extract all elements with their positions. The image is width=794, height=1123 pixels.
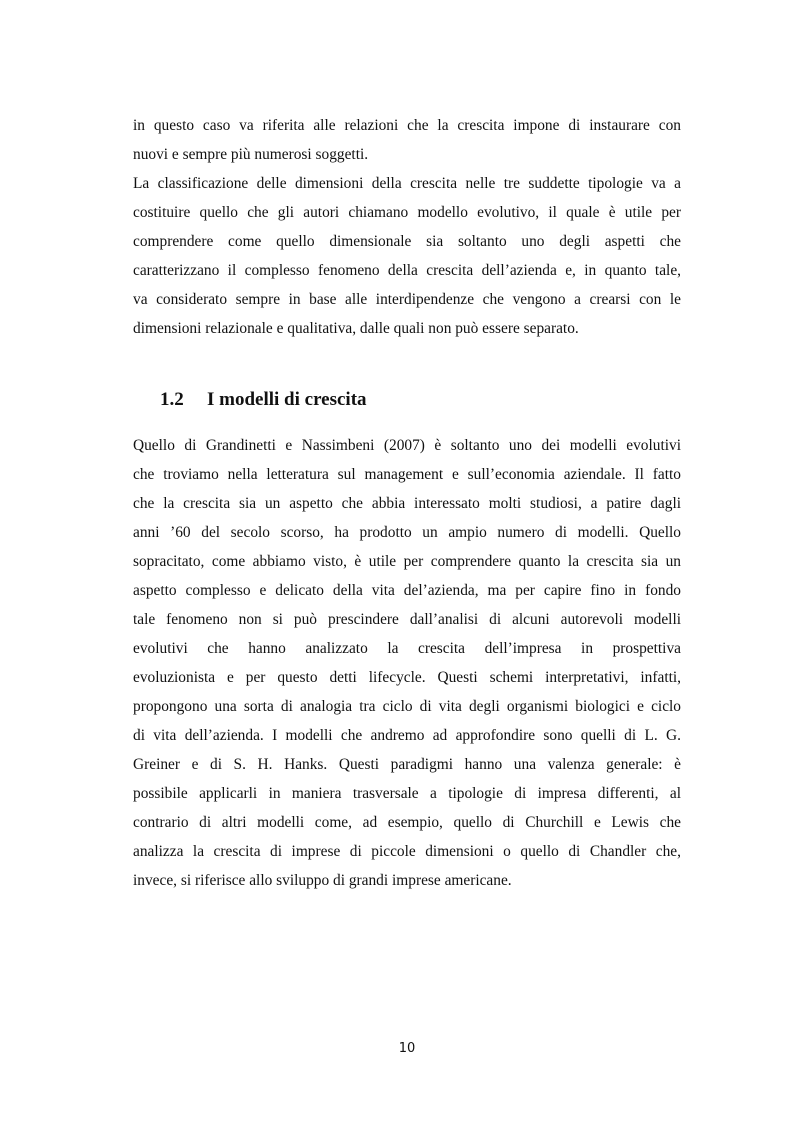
- section-number: 1.2: [160, 389, 184, 410]
- text-line: evolutivi che hanno analizzato la crescita dell’impresa in prospettiva: [133, 640, 681, 657]
- section-title: I modelli di crescita: [207, 389, 367, 410]
- body-paragraph: [133, 169, 681, 343]
- text-line: analizza la crescita di imprese di piccole dimensioni o quello di Chandler che,: [133, 843, 681, 860]
- text-line: che la crescita sia un aspetto che abbia interessato molti studiosi, a patire dagli: [133, 495, 681, 512]
- text-line: evoluzionista e per questo detti lifecycle. Questi schemi interpretativi, infatti,: [133, 669, 681, 686]
- text-line: aspetto complesso e delicato della vita del’azienda, ma per capire fino in fondo: [133, 582, 681, 599]
- text-line: che troviamo nella letteratura sul management e sull’economia aziendale. Il fatto: [133, 466, 681, 483]
- text-line: tale fenomeno non si può prescindere dall’analisi di alcuni autorevoli modelli: [133, 611, 681, 628]
- body-paragraph: [133, 431, 681, 895]
- text-line: La classificazione delle dimensioni della crescita nelle tre suddette tipologie va a: [133, 175, 681, 192]
- text-line: dimensioni relazionale e qualitativa, dalle quali non può essere separato.: [133, 320, 579, 337]
- text-line: va considerato sempre in base alle interdipendenze che vengono a crearsi con le: [133, 291, 681, 308]
- text-line: nuovi e sempre più numerosi soggetti.: [133, 146, 369, 163]
- text-line: sopracitato, come abbiamo visto, è utile per comprendere quanto la crescita sia un: [133, 553, 681, 570]
- text-line: comprendere come quello dimensionale sia soltanto uno degli aspetti che: [133, 233, 681, 250]
- section-heading: [160, 387, 367, 413]
- page-number: 10: [398, 1041, 416, 1056]
- text-line: anni ’60 del secolo scorso, ha prodotto un ampio numero di modelli. Quello: [133, 524, 681, 541]
- text-line: propongono una sorta di analogia tra ciclo di vita degli organismi biologici e ciclo: [133, 698, 681, 715]
- text-line: in questo caso va riferita alle relazioni che la crescita impone di instaurare con: [133, 117, 681, 134]
- text-line: di vita dell’azienda. I modelli che andremo ad approfondire sono quelli di L. G.: [133, 727, 681, 744]
- text-line: invece, si riferisce allo sviluppo di grandi imprese americane.: [133, 872, 512, 889]
- text-line: possibile applicarli in maniera trasversale a tipologie di impresa differenti, al: [133, 785, 681, 802]
- text-line: contrario di altri modelli come, ad esempio, quello di Churchill e Lewis che: [133, 814, 681, 831]
- text-line: Greiner e di S. H. Hanks. Questi paradigmi hanno una valenza generale: è: [133, 756, 681, 773]
- body-paragraph: [133, 111, 681, 169]
- text-line: Quello di Grandinetti e Nassimbeni (2007) è soltanto uno dei modelli evolutivi: [133, 437, 681, 454]
- text-line: costituire quello che gli autori chiamano modello evolutivo, il quale è utile per: [133, 204, 681, 221]
- text-line: caratterizzano il complesso fenomeno della crescita dell’azienda e, in quanto tale,: [133, 262, 681, 279]
